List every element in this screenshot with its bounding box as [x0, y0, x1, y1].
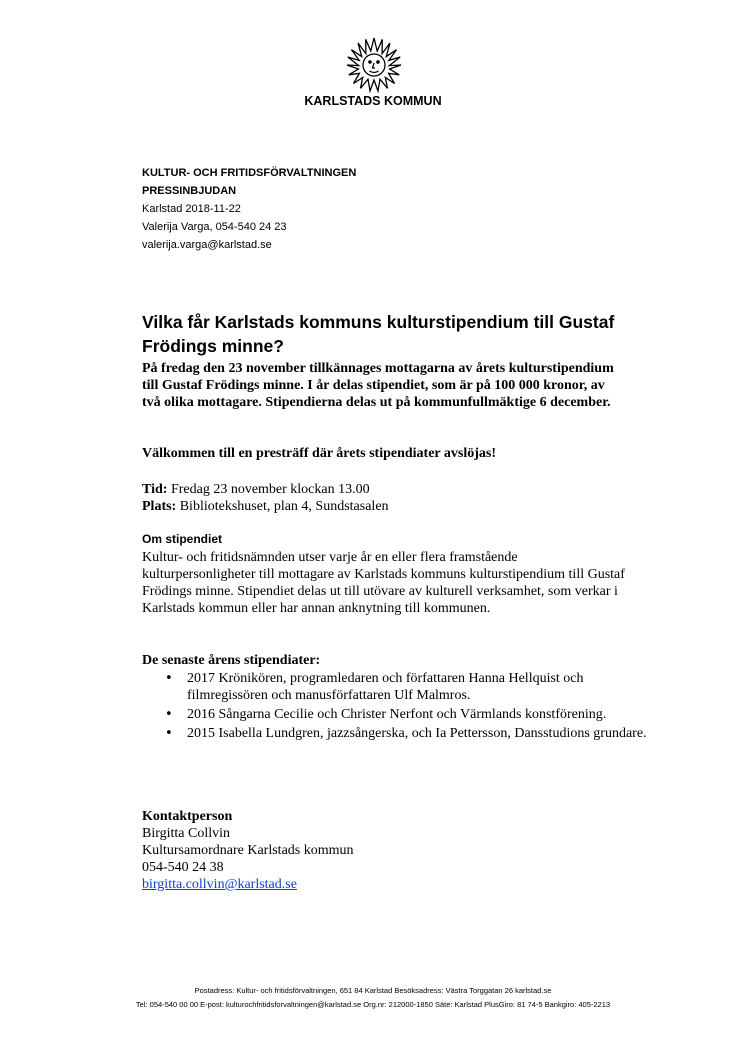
contact-email-link[interactable]: birgitta.collvin@karlstad.se	[142, 877, 297, 892]
contact-name: Birgitta Collvin	[142, 826, 231, 841]
document-type: PRESSINBJUDAN	[142, 185, 237, 197]
welcome-text: Välkommen till en presträff där årets stipendiater avslöjas!	[142, 446, 496, 461]
list-item: • 2017 Krönikören, programledaren och författaren Hanna Hellquist och filmregissören och manusförfattaren Ulf Malmros.	[187, 670, 657, 704]
place-value: Bibliotekshuset, plan 4, Sundstasalen	[179, 499, 389, 514]
about-heading: Om stipendiet	[142, 532, 223, 546]
event-time	[142, 481, 389, 498]
list-item: • 2015 Isabella Lundgren, jazzsångerska, och Ia Pettersson, Dansstudions grundare.	[187, 725, 657, 742]
contact-block	[142, 808, 354, 893]
contact-role: Kultursamordnare Karlstads kommun	[142, 843, 354, 858]
document-date: Karlstad 2018-11-22	[142, 203, 241, 215]
contact-heading: Kontaktperson	[142, 809, 233, 824]
time-label: Tid:	[142, 482, 168, 497]
time-value: Fredag 23 november klockan 13.00	[170, 482, 370, 497]
press-contact: Valerija Varga, 054-540 24 23	[142, 221, 287, 233]
press-contact-email: valerija.varga@karlstad.se	[142, 239, 272, 251]
event-place	[142, 498, 389, 515]
recent-recipients-heading: De senaste årens stipendiater:	[142, 653, 321, 668]
page-title: Vilka får Karlstads kommuns kulturstipendium till Gustaf Frödings minne?	[142, 312, 615, 356]
event-details	[142, 481, 389, 515]
contact-phone: 054-540 24 38	[142, 860, 224, 875]
footer-contact-line: Tel: 054-540 00 00 E-post: kulturochfritidsforvaltningen@karlstad.se Org.nr: 212000-1850 Säte: Karlstad PlusGiro: 81 74-5 Bankgiro: 405-2213	[135, 1000, 611, 1009]
karlstad-sun-logo-icon	[340, 36, 408, 94]
intro-paragraph: På fredag den 23 november tillkännages mottagarna av årets kulturstipendium till Gustaf Frödings minne. I år delas stipendiet, som är på 100 000 kronor, av två olika mottagare. Stipendierna delas ut på kommunfullmäktige 6 december.	[142, 361, 614, 410]
about-paragraph: Kultur- och fritidsnämnden utser varje år en eller flera framstående kulturpersonligheter till mottagare av Karlstads kommuns kulturstipendium till Gustaf Frödings minne. Stipendiet delas ut till utövare av kulturell verksamhet, som verkar i Karlstads kommun eller har annan anknytning till kommunen.	[142, 550, 625, 616]
footer-address-line: Postadress: Kultur- och fritidsförvaltningen, 651 84 Karlstad Besöksadress: Västra Torggatan 26 karlstad.se	[194, 986, 552, 995]
organization-name: KARLSTADS KOMMUN	[304, 94, 442, 108]
place-label: Plats:	[142, 499, 177, 514]
list-item: • 2016 Sångarna Cecilie och Christer Nerfont och Värmlands konstförening.	[187, 706, 657, 723]
document-header	[142, 164, 356, 254]
department-name: KULTUR- OCH FRITIDSFÖRVALTNINGEN	[142, 167, 357, 179]
recent-recipients-list	[142, 670, 657, 744]
